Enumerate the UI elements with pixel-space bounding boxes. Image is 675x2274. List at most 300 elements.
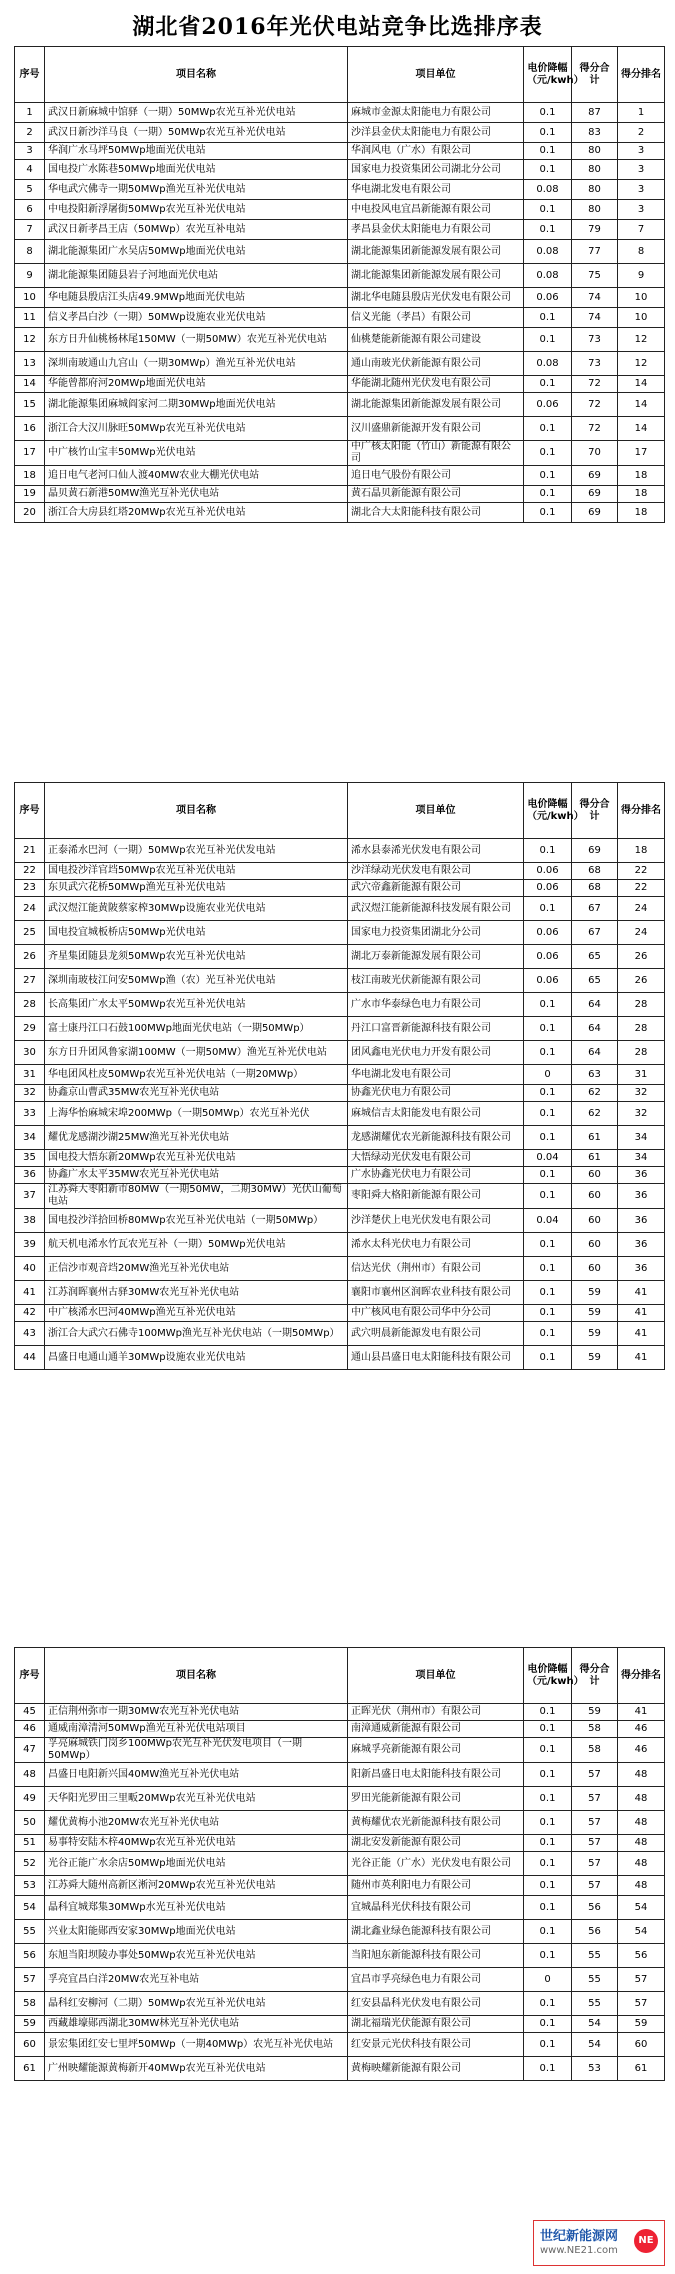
cell-price: 0.1 — [524, 441, 572, 466]
cell-score: 60 — [572, 1257, 618, 1281]
cell-price: 0.1 — [524, 1041, 572, 1065]
cell-seq: 20 — [15, 503, 45, 523]
cell-name: 正信沙市观音垱20MW渔光互补光伏电站 — [45, 1257, 348, 1281]
table-row — [15, 160, 665, 180]
cell-unit: 红安景元光伏科技有限公司 — [348, 2033, 524, 2057]
cell-score: 80 — [572, 160, 618, 180]
cell-name: 国电投沙洋拾回桥80MWp农光互补光伏电站（一期50MWp） — [45, 1209, 348, 1233]
cell-price: 0.1 — [524, 2033, 572, 2057]
cell-unit: 光谷正能（广水）光伏发电有限公司 — [348, 1852, 524, 1876]
cell-score: 65 — [572, 945, 618, 969]
cell-score: 87 — [572, 103, 618, 123]
column-header-price: 电价降幅（元/kwh） — [524, 783, 572, 839]
cell-score: 54 — [572, 2033, 618, 2057]
table-row — [15, 1811, 665, 1835]
cell-rank: 46 — [618, 1721, 665, 1738]
cell-score: 72 — [572, 376, 618, 393]
table-row — [15, 880, 665, 897]
table-row — [15, 103, 665, 123]
cell-name: 国电投广水陈巷50MWp地面光伏电站 — [45, 160, 348, 180]
cell-unit: 信达光伏（荆州市）有限公司 — [348, 1257, 524, 1281]
cell-name: 江苏舜大随州高新区淅河20MWp农光互补光伏电站 — [45, 1876, 348, 1896]
cell-seq: 4 — [15, 160, 45, 180]
table-row — [15, 2057, 665, 2081]
table-row — [15, 1085, 665, 1102]
table-row — [15, 1968, 665, 1992]
table-row — [15, 200, 665, 220]
cell-rank: 3 — [618, 200, 665, 220]
cell-score: 64 — [572, 993, 618, 1017]
cell-unit: 信义光能（孝昌）有限公司 — [348, 308, 524, 328]
table-row — [15, 1738, 665, 1763]
cell-name: 正信荆州弥市一期30MW农光互补光伏电站 — [45, 1704, 348, 1721]
cell-seq: 17 — [15, 441, 45, 466]
cell-rank: 22 — [618, 880, 665, 897]
cell-rank: 17 — [618, 441, 665, 466]
column-header-rank: 得分排名 — [618, 783, 665, 839]
table-row — [15, 352, 665, 376]
cell-rank: 24 — [618, 921, 665, 945]
cell-seq: 2 — [15, 123, 45, 143]
cell-seq: 11 — [15, 308, 45, 328]
cell-seq: 5 — [15, 180, 45, 200]
cell-score: 60 — [572, 1167, 618, 1184]
cell-unit: 仙桃楚能新能源有限公司建设 — [348, 328, 524, 352]
cell-name: 易事特安陆木梓40MWp农光互补光伏电站 — [45, 1835, 348, 1852]
cell-rank: 34 — [618, 1126, 665, 1150]
cell-name: 东贝武穴花桥50MWp渔光互补光伏电站 — [45, 880, 348, 897]
cell-price: 0.1 — [524, 1233, 572, 1257]
cell-price: 0.1 — [524, 897, 572, 921]
cell-unit: 湖北能源集团新能源发展有限公司 — [348, 240, 524, 264]
cell-price: 0.1 — [524, 1704, 572, 1721]
cell-score: 83 — [572, 123, 618, 143]
cell-unit: 华能湖北随州光伏发电有限公司 — [348, 376, 524, 393]
table-row — [15, 1017, 665, 1041]
cell-price: 0.1 — [524, 503, 572, 523]
cell-rank: 14 — [618, 417, 665, 441]
table-header-row — [15, 47, 665, 103]
cell-price: 0.1 — [524, 1896, 572, 1920]
table-row — [15, 1233, 665, 1257]
cell-score: 63 — [572, 1065, 618, 1085]
table-row — [15, 1787, 665, 1811]
cell-seq: 16 — [15, 417, 45, 441]
cell-seq: 57 — [15, 1968, 45, 1992]
cell-rank: 14 — [618, 393, 665, 417]
cell-seq: 15 — [15, 393, 45, 417]
cell-seq: 34 — [15, 1126, 45, 1150]
cell-price: 0.1 — [524, 1184, 572, 1209]
cell-unit: 汉川盛鼎新能源开发有限公司 — [348, 417, 524, 441]
cell-price: 0.1 — [524, 1787, 572, 1811]
table-row — [15, 1305, 665, 1322]
cell-rank: 2 — [618, 123, 665, 143]
cell-seq: 55 — [15, 1920, 45, 1944]
cell-price: 0.08 — [524, 264, 572, 288]
table-row — [15, 1852, 665, 1876]
cell-rank: 41 — [618, 1346, 665, 1370]
cell-rank: 14 — [618, 376, 665, 393]
cell-name: 华能曾都府河20MWp地面光伏电站 — [45, 376, 348, 393]
cell-name: 协鑫京山曹武35MW农光互补光伏电站 — [45, 1085, 348, 1102]
cell-seq: 47 — [15, 1738, 45, 1763]
cell-unit: 浠水县泰浠光伏发电有限公司 — [348, 839, 524, 863]
cell-price: 0.1 — [524, 1346, 572, 1370]
cell-price: 0.1 — [524, 2016, 572, 2033]
cell-price: 0.1 — [524, 839, 572, 863]
cell-price: 0.06 — [524, 288, 572, 308]
cell-name: 昌盛日电通山通羊30MWp设施农业光伏电站 — [45, 1346, 348, 1370]
cell-price: 0.1 — [524, 1102, 572, 1126]
cell-unit: 红安县晶科光伏发电有限公司 — [348, 1992, 524, 2016]
cell-unit: 枣阳舜大格阳新能源有限公司 — [348, 1184, 524, 1209]
cell-price: 0.1 — [524, 123, 572, 143]
column-header-seq: 序号 — [15, 47, 45, 103]
cell-seq: 45 — [15, 1704, 45, 1721]
cell-score: 68 — [572, 863, 618, 880]
table-row — [15, 1065, 665, 1085]
ranking-table-part-2 — [14, 782, 665, 1370]
cell-score: 69 — [572, 466, 618, 486]
cell-rank: 24 — [618, 897, 665, 921]
table-row — [15, 1992, 665, 2016]
cell-rank: 54 — [618, 1920, 665, 1944]
cell-seq: 3 — [15, 143, 45, 160]
cell-price: 0.04 — [524, 1150, 572, 1167]
cell-seq: 42 — [15, 1305, 45, 1322]
cell-name: 耀优龙感湖沙湖25MW渔光互补光伏电站 — [45, 1126, 348, 1150]
column-header-score: 得分合计 — [572, 47, 618, 103]
table-row — [15, 969, 665, 993]
ranking-table-part-1 — [14, 46, 665, 523]
cell-name: 武汉日新麻城中馆驿（一期）50MWp农光互补光伏电站 — [45, 103, 348, 123]
cell-seq: 25 — [15, 921, 45, 945]
cell-price: 0.1 — [524, 200, 572, 220]
cell-price: 0.06 — [524, 393, 572, 417]
cell-unit: 龙感湖耀优农光新能源科技有限公司 — [348, 1126, 524, 1150]
table-row — [15, 1721, 665, 1738]
cell-score: 60 — [572, 1184, 618, 1209]
table-row — [15, 486, 665, 503]
cell-unit: 武穴明晨新能源发电有限公司 — [348, 1322, 524, 1346]
cell-seq: 24 — [15, 897, 45, 921]
cell-unit: 华电湖北发电有限公司 — [348, 180, 524, 200]
cell-name: 湖北能源集团麻城阎家河二期30MWp地面光伏电站 — [45, 393, 348, 417]
cell-unit: 枝江南玻光伏新能源有限公司 — [348, 969, 524, 993]
cell-name: 航天机电浠水竹瓦农光互补（一期）50MWp光伏电站 — [45, 1233, 348, 1257]
cell-rank: 57 — [618, 1968, 665, 1992]
cell-name: 晶贝黄石新港50MW渔光互补光伏电站 — [45, 486, 348, 503]
cell-seq: 28 — [15, 993, 45, 1017]
table-row — [15, 1102, 665, 1126]
cell-price: 0.1 — [524, 1126, 572, 1150]
table-row — [15, 1209, 665, 1233]
cell-unit: 随州市英利阳电力有限公司 — [348, 1876, 524, 1896]
table-row — [15, 376, 665, 393]
cell-seq: 60 — [15, 2033, 45, 2057]
cell-seq: 43 — [15, 1322, 45, 1346]
cell-name: 晶科红安柳河（二期）50MWp农光互补光伏电站 — [45, 1992, 348, 2016]
cell-score: 75 — [572, 264, 618, 288]
cell-price: 0.06 — [524, 969, 572, 993]
cell-price: 0.1 — [524, 1944, 572, 1968]
cell-score: 68 — [572, 880, 618, 897]
cell-name: 国电投宜城板桥店50MWp光伏电站 — [45, 921, 348, 945]
table-row — [15, 123, 665, 143]
cell-unit: 湖北能源集团新能源发展有限公司 — [348, 393, 524, 417]
table-row — [15, 143, 665, 160]
cell-rank: 3 — [618, 180, 665, 200]
cell-unit: 广水市华泰绿色电力有限公司 — [348, 993, 524, 1017]
cell-unit: 通山县昌盛日电太阳能科技有限公司 — [348, 1346, 524, 1370]
cell-seq: 41 — [15, 1281, 45, 1305]
cell-rank: 36 — [618, 1257, 665, 1281]
cell-name: 江苏舜大枣阳新市80MW（一期50MW，二期30MW）光伏山葡萄电站 — [45, 1184, 348, 1209]
cell-score: 58 — [572, 1721, 618, 1738]
cell-name: 西藏雄壕郧西湖北30MW林光互补光伏电站 — [45, 2016, 348, 2033]
cell-rank: 7 — [618, 220, 665, 240]
cell-rank: 26 — [618, 969, 665, 993]
cell-score: 65 — [572, 969, 618, 993]
cell-seq: 29 — [15, 1017, 45, 1041]
cell-rank: 3 — [618, 160, 665, 180]
cell-seq: 40 — [15, 1257, 45, 1281]
cell-price: 0.1 — [524, 2057, 572, 2081]
table-row — [15, 1167, 665, 1184]
cell-seq: 8 — [15, 240, 45, 264]
cell-name: 华润广水马坪50MWp地面光伏电站 — [45, 143, 348, 160]
cell-unit: 湖北福瑞光伏能源有限公司 — [348, 2016, 524, 2033]
cell-rank: 56 — [618, 1944, 665, 1968]
column-header-name: 项目名称 — [45, 783, 348, 839]
cell-name: 耀优黄梅小池20MW农光互补光伏电站 — [45, 1811, 348, 1835]
cell-rank: 61 — [618, 2057, 665, 2081]
cell-score: 56 — [572, 1920, 618, 1944]
cell-unit: 沙洋绿动光伏发电有限公司 — [348, 863, 524, 880]
table-row — [15, 1257, 665, 1281]
cell-score: 53 — [572, 2057, 618, 2081]
table-row — [15, 1835, 665, 1852]
cell-score: 55 — [572, 1944, 618, 1968]
cell-unit: 孝昌县金伏太阳能电力有限公司 — [348, 220, 524, 240]
cell-rank: 48 — [618, 1811, 665, 1835]
cell-name: 华电团风杜皮50MWp农光互补光伏电站（一期20MWp） — [45, 1065, 348, 1085]
cell-score: 62 — [572, 1085, 618, 1102]
cell-name: 广州映耀能源黄梅新开40MWp农光互补光伏电站 — [45, 2057, 348, 2081]
cell-rank: 48 — [618, 1852, 665, 1876]
cell-score: 55 — [572, 1992, 618, 2016]
cell-name: 深圳南玻通山九宫山（一期30MWp）渔光互补光伏电站 — [45, 352, 348, 376]
cell-name: 晶科宜城郑集30MWp水光互补光伏电站 — [45, 1896, 348, 1920]
cell-name: 江苏润晖襄州古驿30MW农光互补光伏电站 — [45, 1281, 348, 1305]
cell-unit: 宜昌市孚亮绿色电力有限公司 — [348, 1968, 524, 1992]
cell-price: 0.1 — [524, 993, 572, 1017]
cell-name: 湖北能源集团随县岩子河地面光伏电站 — [45, 264, 348, 288]
table-row — [15, 1041, 665, 1065]
site-watermark — [533, 2220, 665, 2266]
cell-unit: 追日电气股份有限公司 — [348, 466, 524, 486]
cell-rank: 10 — [618, 288, 665, 308]
cell-unit: 国家电力投资集团湖北分公司 — [348, 921, 524, 945]
cell-name: 浙江合大武穴石佛寺100MWp渔光互补光伏电站（一期50MWp） — [45, 1322, 348, 1346]
cell-price: 0.1 — [524, 103, 572, 123]
cell-name: 中广核浠水巴河40MWp渔光互补光伏电站 — [45, 1305, 348, 1322]
cell-rank: 54 — [618, 1896, 665, 1920]
cell-price: 0.1 — [524, 1257, 572, 1281]
cell-rank: 36 — [618, 1209, 665, 1233]
table-row — [15, 1346, 665, 1370]
cell-rank: 48 — [618, 1787, 665, 1811]
cell-name: 富士康丹江口石鼓100MWp地面光伏电站（一期50MWp） — [45, 1017, 348, 1041]
cell-rank: 59 — [618, 2016, 665, 2033]
cell-price: 0.1 — [524, 308, 572, 328]
cell-seq: 10 — [15, 288, 45, 308]
cell-score: 72 — [572, 417, 618, 441]
cell-seq: 52 — [15, 1852, 45, 1876]
cell-name: 湖北能源集团广水吴店50MWp地面光伏电站 — [45, 240, 348, 264]
cell-price: 0.1 — [524, 160, 572, 180]
cell-seq: 38 — [15, 1209, 45, 1233]
cell-price: 0.1 — [524, 1721, 572, 1738]
cell-rank: 48 — [618, 1835, 665, 1852]
cell-rank: 28 — [618, 1041, 665, 1065]
cell-rank: 12 — [618, 328, 665, 352]
cell-score: 57 — [572, 1787, 618, 1811]
cell-seq: 39 — [15, 1233, 45, 1257]
cell-rank: 3 — [618, 143, 665, 160]
column-header-seq: 序号 — [15, 1648, 45, 1704]
cell-unit: 沙洋县金伏太阳能电力有限公司 — [348, 123, 524, 143]
cell-price: 0 — [524, 1968, 572, 1992]
cell-price: 0.1 — [524, 1763, 572, 1787]
cell-score: 67 — [572, 921, 618, 945]
cell-name: 光谷正能广水余店50MWp地面光伏电站 — [45, 1852, 348, 1876]
cell-unit: 黄梅耀优农光新能源科技有限公司 — [348, 1811, 524, 1835]
cell-score: 67 — [572, 897, 618, 921]
cell-unit: 广水协鑫光伏电力有限公司 — [348, 1167, 524, 1184]
cell-rank: 48 — [618, 1876, 665, 1896]
cell-score: 64 — [572, 1017, 618, 1041]
table-row — [15, 1184, 665, 1209]
cell-price: 0.1 — [524, 1167, 572, 1184]
cell-name: 国电投大悟东新20MWp农光互补光伏电站 — [45, 1150, 348, 1167]
cell-rank: 32 — [618, 1102, 665, 1126]
cell-score: 80 — [572, 143, 618, 160]
cell-price: 0.06 — [524, 921, 572, 945]
cell-score: 72 — [572, 393, 618, 417]
cell-score: 57 — [572, 1835, 618, 1852]
cell-seq: 14 — [15, 376, 45, 393]
cell-price: 0.04 — [524, 1209, 572, 1233]
cell-seq: 58 — [15, 1992, 45, 2016]
cell-price: 0.1 — [524, 1085, 572, 1102]
cell-score: 59 — [572, 1322, 618, 1346]
cell-seq: 23 — [15, 880, 45, 897]
cell-name: 景宏集团红安七里坪50MWp（一期40MWp）农光互补光伏电站 — [45, 2033, 348, 2057]
cell-unit: 麻城信吉太阳能发电有限公司 — [348, 1102, 524, 1126]
cell-seq: 48 — [15, 1763, 45, 1787]
cell-rank: 31 — [618, 1065, 665, 1085]
cell-seq: 9 — [15, 264, 45, 288]
cell-seq: 46 — [15, 1721, 45, 1738]
cell-rank: 48 — [618, 1763, 665, 1787]
cell-score: 70 — [572, 441, 618, 466]
cell-score: 57 — [572, 1811, 618, 1835]
cell-unit: 黄梅映耀新能源有限公司 — [348, 2057, 524, 2081]
table-row — [15, 1704, 665, 1721]
cell-price: 0.1 — [524, 1281, 572, 1305]
cell-rank: 10 — [618, 308, 665, 328]
cell-unit: 中广核风电有限公司华中分公司 — [348, 1305, 524, 1322]
cell-name: 正泰浠水巴河（一期）50MWp农光互补光伏发电站 — [45, 839, 348, 863]
cell-name: 追日电气老河口仙人渡40MW农业大棚光伏电站 — [45, 466, 348, 486]
cell-name: 昌盛日电阳新兴国40MW渔光互补光伏电站 — [45, 1763, 348, 1787]
cell-score: 69 — [572, 839, 618, 863]
cell-seq: 33 — [15, 1102, 45, 1126]
table-row — [15, 417, 665, 441]
table-row — [15, 993, 665, 1017]
cell-rank: 57 — [618, 1992, 665, 2016]
cell-rank: 28 — [618, 1017, 665, 1041]
cell-price: 0.1 — [524, 1876, 572, 1896]
cell-score: 55 — [572, 1968, 618, 1992]
cell-name: 东旭当阳坝陵办事处50MWp农光互补光伏电站 — [45, 1944, 348, 1968]
table-row — [15, 945, 665, 969]
cell-name: 国电投沙洋官垱50MWp农光互补光伏电站 — [45, 863, 348, 880]
cell-price: 0.1 — [524, 1992, 572, 2016]
cell-name: 兴业太阳能郧西安家30MWp地面光伏电站 — [45, 1920, 348, 1944]
cell-seq: 36 — [15, 1167, 45, 1184]
table-header-row — [15, 783, 665, 839]
cell-name: 东方日升团风鲁家湖100MW（一期50MW）渔光互补光伏电站 — [45, 1041, 348, 1065]
cell-seq: 50 — [15, 1811, 45, 1835]
cell-unit: 中电投风电宜昌新能源有限公司 — [348, 200, 524, 220]
cell-seq: 53 — [15, 1876, 45, 1896]
cell-score: 73 — [572, 328, 618, 352]
cell-seq: 26 — [15, 945, 45, 969]
table-row — [15, 308, 665, 328]
cell-unit: 罗田光能新能源有限公司 — [348, 1787, 524, 1811]
cell-score: 59 — [572, 1281, 618, 1305]
cell-price: 0.1 — [524, 328, 572, 352]
cell-name: 中电投阳新浮屠街50MWp农光互补光伏电站 — [45, 200, 348, 220]
column-header-score: 得分合计 — [572, 1648, 618, 1704]
cell-price: 0.1 — [524, 1305, 572, 1322]
table-row — [15, 180, 665, 200]
table-row — [15, 1763, 665, 1787]
column-header-score: 得分合计 — [572, 783, 618, 839]
cell-unit: 阳新昌盛日电太阳能科技有限公司 — [348, 1763, 524, 1787]
ranking-table-part-3 — [14, 1647, 665, 2081]
cell-unit: 湖北万泰新能源发展有限公司 — [348, 945, 524, 969]
table-row — [15, 863, 665, 880]
cell-seq: 6 — [15, 200, 45, 220]
cell-rank: 22 — [618, 863, 665, 880]
table-row — [15, 1944, 665, 1968]
cell-rank: 9 — [618, 264, 665, 288]
cell-unit: 南漳通威新能源有限公司 — [348, 1721, 524, 1738]
cell-rank: 18 — [618, 466, 665, 486]
cell-rank: 8 — [618, 240, 665, 264]
cell-score: 77 — [572, 240, 618, 264]
table-row — [15, 328, 665, 352]
table-row — [15, 921, 665, 945]
cell-name: 武汉日新沙洋马良（一期）50MWp农光互补光伏电站 — [45, 123, 348, 143]
cell-score: 58 — [572, 1738, 618, 1763]
cell-price: 0.1 — [524, 486, 572, 503]
cell-rank: 32 — [618, 1085, 665, 1102]
